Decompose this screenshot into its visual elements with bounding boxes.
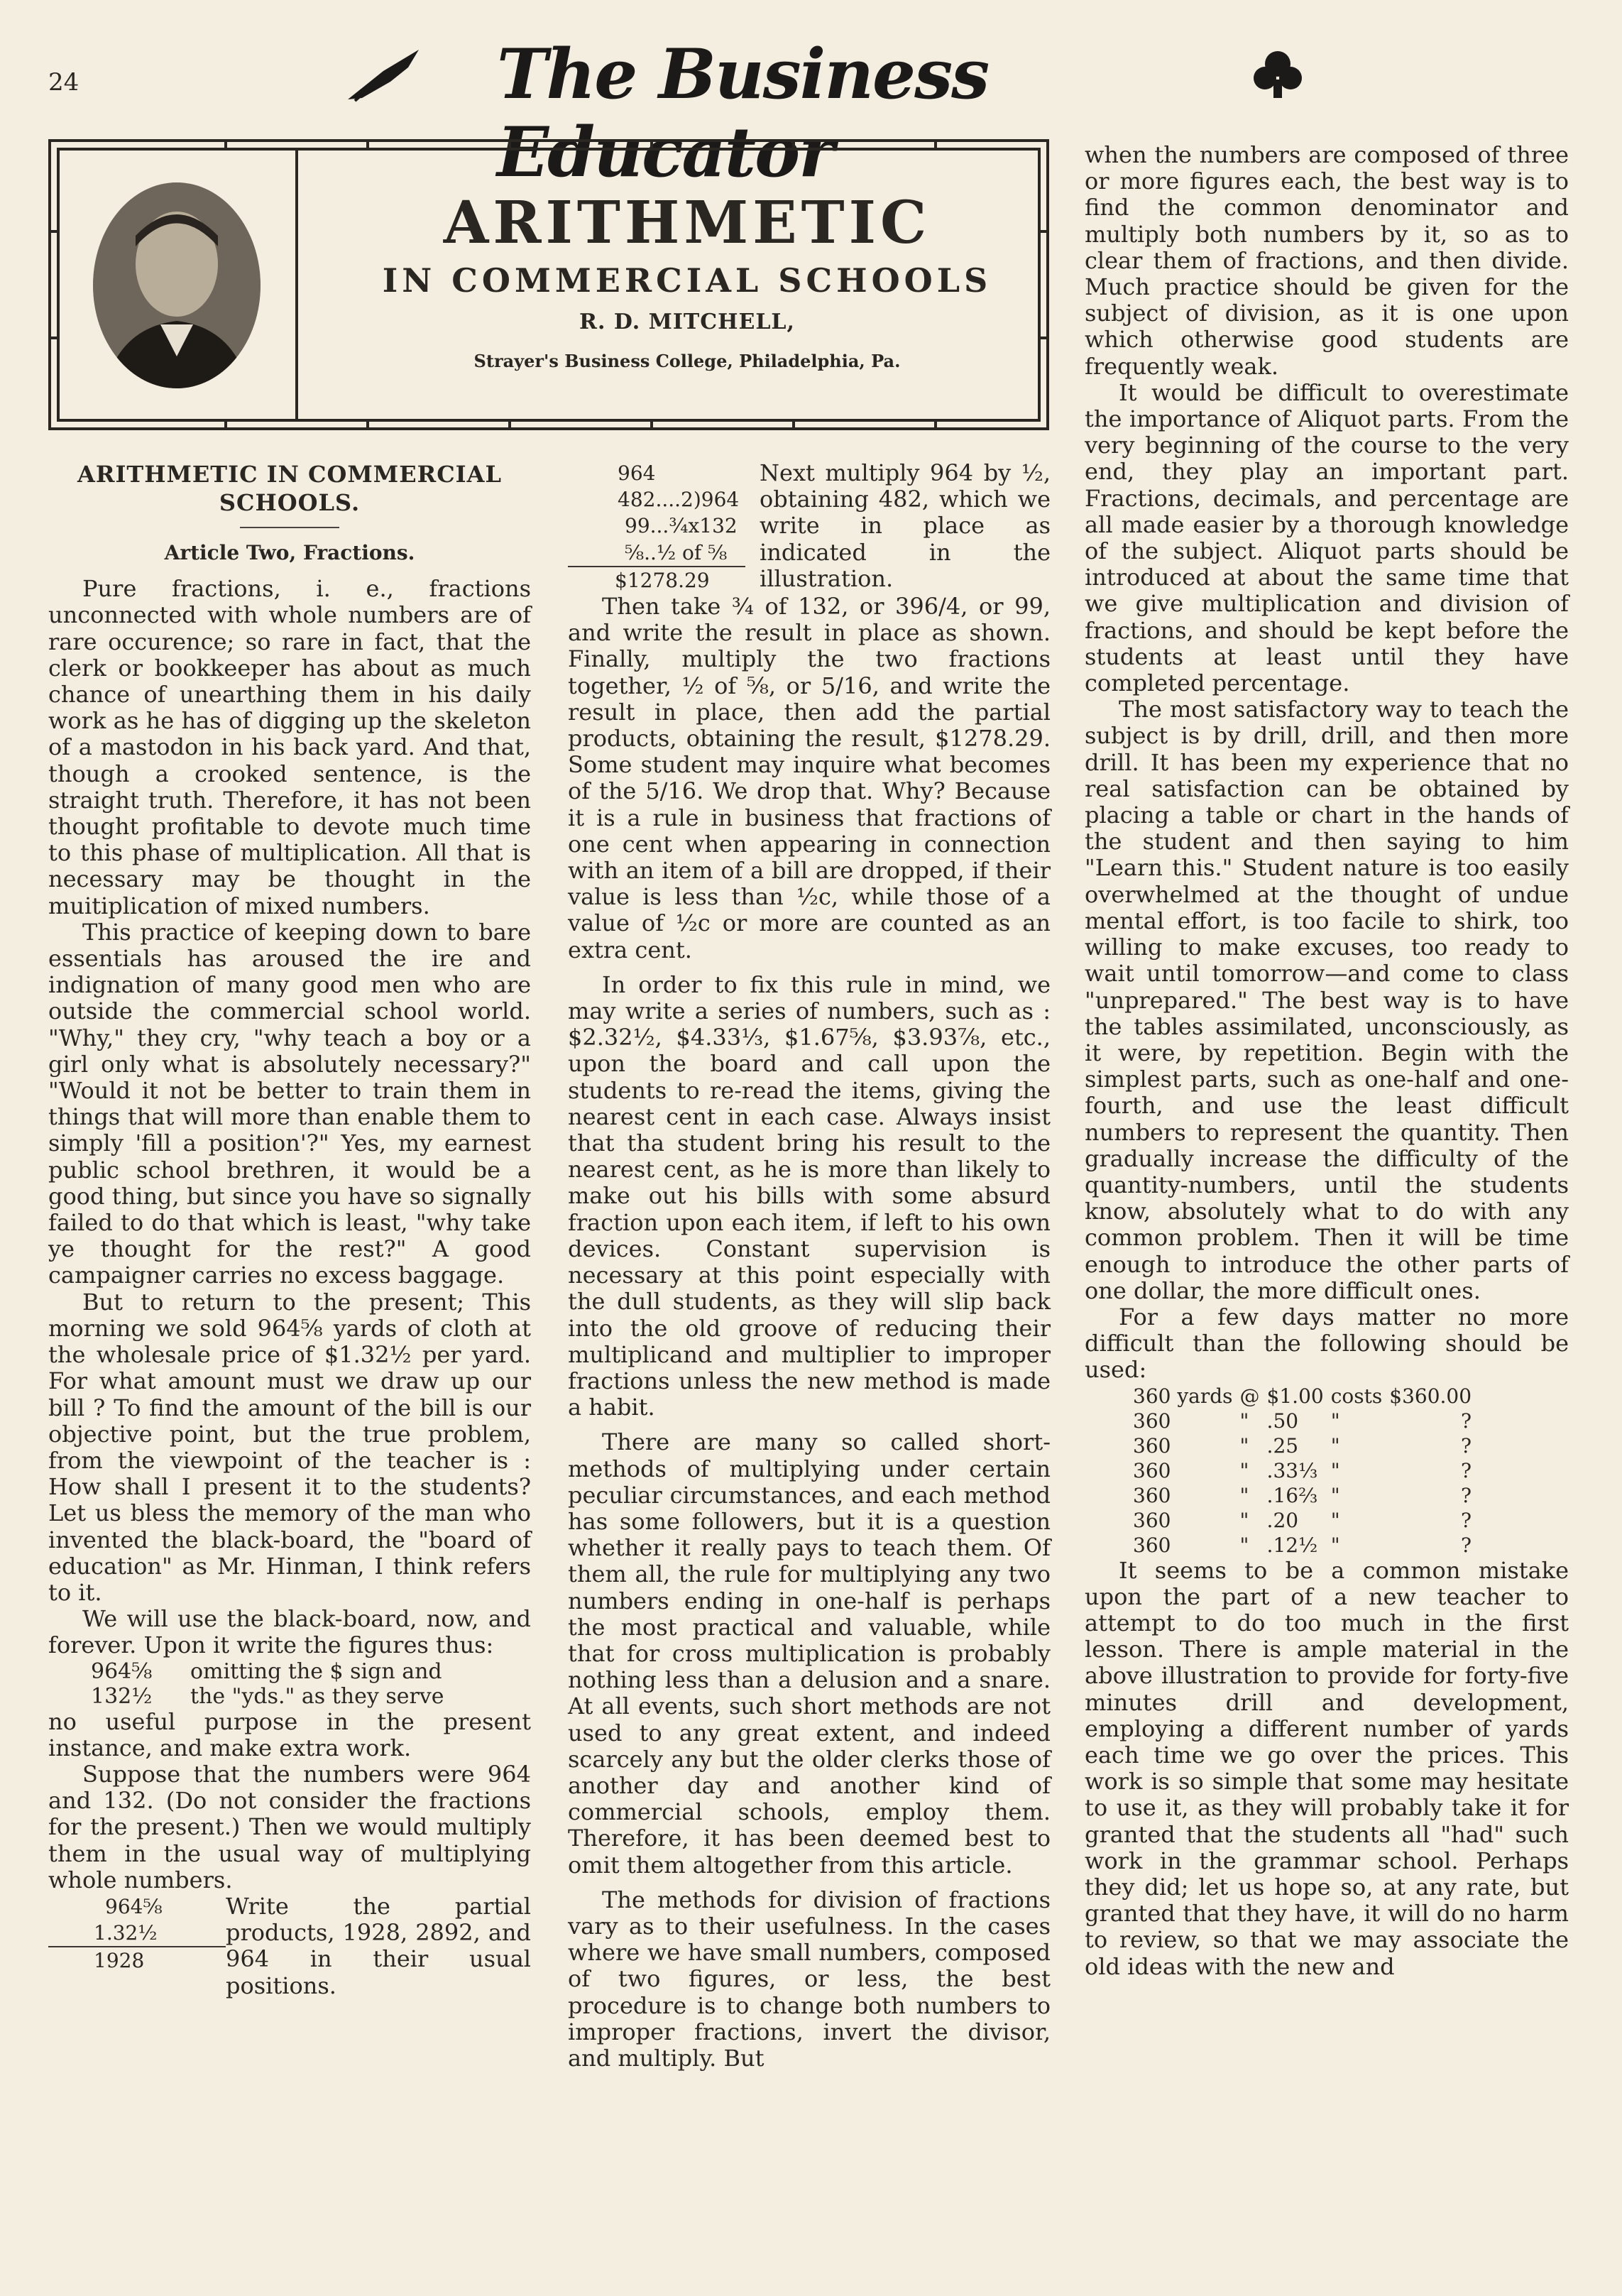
article-author: R. D. MITCHELL, bbox=[579, 310, 795, 334]
price-cell: .12½ bbox=[1266, 1533, 1318, 1557]
calculation-block bbox=[568, 460, 1051, 594]
price-cell: ? bbox=[1461, 1483, 1472, 1507]
calculation-block bbox=[48, 1893, 531, 1999]
author-portrait bbox=[89, 179, 264, 392]
paragraph: For a few days matter no more difficult than the following should be used: bbox=[1085, 1303, 1569, 1384]
figure-number: 964⅝ bbox=[91, 1658, 153, 1684]
price-cell: 360 bbox=[1133, 1533, 1171, 1557]
column-1 bbox=[48, 460, 531, 1999]
article-subheading: Article Two, Fractions. bbox=[164, 541, 415, 564]
price-cell: costs bbox=[1330, 1384, 1383, 1408]
quill-icon bbox=[341, 43, 426, 106]
paragraph: Suppose that the numbers were 964 and 132. (Do not consider the fractions for the present.) Then we would multiply them in the usual way of multiplying whole numbers. bbox=[48, 1760, 531, 1893]
column-3 bbox=[1085, 142, 1569, 1980]
page-number: 24 bbox=[48, 68, 80, 97]
price-cell: " bbox=[1330, 1409, 1340, 1433]
paragraph: Then take ¾ of 132, or 396/4, or 99, and write the result in place as shown. Finally, multiply the two fractions together, ½ of ⅝, or 5/16, and write the result in place, then add the partial products, obtaining the result, $1278.29. Some student may inquire what becomes of the 5/16. We drop that. Why? Because it is a rule in business that fractions of one cent when appearing in connection with an item of a bill are dropped, if their value is less than ½c, while those of a value of ½c or more are counted as an extra cent. bbox=[568, 593, 1051, 963]
price-cell: .16⅔ bbox=[1266, 1483, 1318, 1507]
price-row bbox=[1133, 1384, 1479, 1409]
article-header-box bbox=[48, 139, 1051, 432]
paragraph: Pure fractions, i. e., fractions unconnected with whole numbers are of rare occurence; so rare in fact, that the clerk or bookkeeper has about as much chance of unearthing them in his daily work as he has of digging up the skeleton of a mastodon in his back yard. And that, though a crooked sentence, is the straight truth. Therefore, it has not been thought profitable to devote much time to this phase of multiplication. All that is necessary may be thought in the muitiplication of mixed numbers. bbox=[48, 575, 531, 919]
paragraph: In order to fix this rule in mind, we may write a series of numbers, such as : $2.32½, $4.33⅓, $1.67⅝, $3.93⅞, etc., upon the board and call upon the students to re-read the items, giving the nearest cent in each case. Always insist that tha student bring his result to the nearest cent, as he is more than likely to make out his bills with some absurd fraction upon each item, if left to his own devices. Constant supervision is necessary at this point especially with the dull students, as they will slip back into the old groove of reducing their multiplicand and multiplier to improper fractions unless the new method is made a habit. bbox=[568, 971, 1051, 1421]
price-cell: 360 bbox=[1133, 1483, 1171, 1507]
price-row bbox=[1133, 1409, 1479, 1433]
price-cell: 360 bbox=[1133, 1409, 1171, 1433]
masthead-title: The Business Educator bbox=[497, 34, 989, 192]
article-heading: ARITHMETIC IN COMMERCIAL SCHOOLS. bbox=[77, 461, 502, 516]
price-row bbox=[1133, 1483, 1479, 1508]
price-cell: .33⅓ bbox=[1266, 1458, 1318, 1482]
price-cell: .25 bbox=[1266, 1433, 1299, 1458]
calc-line: 99...¾x132 bbox=[625, 514, 738, 538]
price-cell: " bbox=[1239, 1409, 1249, 1433]
calc-line: $1278.29 bbox=[615, 568, 710, 592]
paragraph: The methods for division of fractions vary as to their usefulness. In the cases where we have small numbers, composed of two figures, or less, the best procedure is to change both numbers to improper fractions, invert the divisor, and multiply. But bbox=[568, 1886, 1051, 2072]
calc-line: 1.32½ bbox=[48, 1920, 226, 1947]
price-cell: @ bbox=[1239, 1384, 1260, 1408]
figure-text: the "yds." as they serve bbox=[190, 1683, 444, 1709]
figure-number: 132½ bbox=[91, 1683, 153, 1709]
paragraph: But to return to the present; This morning we sold 964⅝ yards of cloth at the wholesale price of $1.32½ per yard. For what amount must we draw up our bill ? To find the amount of the bill is our objective point, but the true problem, from the viewpoint of the teacher is : How shall I present it to the students? Let us bless the memory of the man who invented the black-board, the "board of education" as Mr. Hinman, I think refers to it. bbox=[48, 1288, 531, 1606]
calculation-text: Next multiply 964 by ½, obtaining 482, which we write in place as indicated in the illustration. bbox=[760, 459, 1051, 592]
calc-line: 1928 bbox=[94, 1949, 145, 1973]
price-cell: 360 bbox=[1133, 1508, 1171, 1532]
price-cell: " bbox=[1239, 1533, 1249, 1557]
price-cell: " bbox=[1239, 1483, 1249, 1507]
price-row bbox=[1133, 1433, 1479, 1458]
figure-row bbox=[48, 1684, 531, 1709]
paragraph: This practice of keeping down to bare essentials has aroused the ire and indignation of many good men who are outside the commercial school world. "Why," they cry, "why teach a boy or a girl only what is absolutely necessary?" "Would it not be better to train them in things that will more than enable them to simply 'fill a position'?" Yes, my earnest public school brethren, it would be a good thing, but since you have so signally failed to do that which is least, "why take ye thought for the rest?" A good campaigner carries no excess baggage. bbox=[48, 918, 531, 1289]
price-cell: ? bbox=[1461, 1433, 1472, 1458]
paragraph: when the numbers are composed of three or more figures each, the best way is to find the common denominator and multiply both numbers by it, so as to clear them of fractions, and then divide. Much practice should be given for the subject of division, as it is one upon which otherwise good students are frequently weak. bbox=[1085, 141, 1569, 380]
calculation-text: Write the partial products, 1928, 2892, and 964 in their usual positions. bbox=[226, 1892, 531, 1999]
price-cell: .50 bbox=[1266, 1409, 1299, 1433]
price-cell: 360 bbox=[1133, 1458, 1171, 1482]
price-table bbox=[1133, 1384, 1479, 1558]
article-subtitle: IN COMMERCIAL SCHOOLS bbox=[382, 261, 992, 300]
price-row bbox=[1133, 1508, 1479, 1533]
price-cell: $360.00 bbox=[1389, 1384, 1472, 1408]
price-cell: ? bbox=[1461, 1533, 1472, 1557]
price-cell: .20 bbox=[1266, 1508, 1299, 1532]
calculation-figures bbox=[568, 460, 745, 594]
figure-row bbox=[48, 1659, 531, 1684]
price-cell: 360 bbox=[1133, 1433, 1171, 1458]
price-cell: " bbox=[1330, 1433, 1340, 1458]
price-cell: " bbox=[1330, 1508, 1340, 1532]
price-row bbox=[1133, 1458, 1479, 1483]
author-affiliation: Strayer's Business College, Philadelphia, Pa. bbox=[473, 351, 901, 371]
emblem-icon bbox=[1249, 44, 1306, 101]
price-cell: " bbox=[1239, 1433, 1249, 1458]
paragraph: There are many so called short-methods of multiplying under certain peculiar circumstances, and each method has some followers, but it is a question whether it really pays to teach them. Of them all, the rule for multiplying any two numbers ending in one-half is perhaps the most practical and valuable, while that for cross multiplication is probably nothing less than a delusion and a snare. At all events, such short methods are not used to any great extent, and indeed scarcely any but the older clerks those of another day and another kind of commercial schools, employ them. Therefore, it has been deemed best to omit them altogether from this article. bbox=[568, 1428, 1051, 1879]
price-row bbox=[1133, 1533, 1479, 1558]
paragraph: It would be difficult to overestimate the importance of Aliquot parts. From the very beginning of the course to the very end, they play an important part. Fractions, decimals, and percentage are all made easier by a thorough knowledge of the subject. Aliquot parts should be introduced at about the same time that we give multiplication and division of fractions, and should be kept before the students at least until they have completed percentage. bbox=[1085, 378, 1569, 697]
divider bbox=[240, 527, 339, 528]
price-cell: 360 yards bbox=[1133, 1384, 1233, 1408]
calc-line: ⅝..½ of ⅝ bbox=[568, 540, 745, 567]
price-cell: $1.00 bbox=[1266, 1384, 1324, 1408]
paragraph: The most satisfactory way to teach the subject is by drill, drill, and then more drill. It has been my experience that no real satisfaction can be obtained by placing a table or chart in the hands of the student and then saying to him "Learn this." Student nature is too easily overwhelmed at the thought of undue mental effort, is too facile to shirk, too willing to make excuses, too ready to wait until tomorrow—and come to class "unprepared." The best way is to have the tables assimilated, unconsciously, as it were, by repetition. Begin with the simplest parts, such as one-half and one-fourth, and use the least difficult numbers to represent the quantity. Then gradually increase the difficulty of the quantity-numbers, until the students know, absolutely what to do with any common problem. Then it will be time enough to introduce the other parts of one dollar, the more difficult ones. bbox=[1085, 696, 1569, 1304]
price-cell: " bbox=[1330, 1533, 1340, 1557]
figure-text: omitting the $ sign and bbox=[190, 1658, 442, 1684]
calc-line: 482....2)964 bbox=[618, 488, 740, 512]
price-cell: " bbox=[1330, 1483, 1340, 1507]
calc-line: 964 bbox=[618, 461, 656, 485]
paragraph: no useful purpose in the present instance, and make extra work. bbox=[48, 1707, 531, 1761]
price-cell: ? bbox=[1461, 1458, 1472, 1482]
paragraph: It seems to be a common mistake upon the part of a new teacher to attempt to do too much in the first lesson. There is ample material in the above illustration to provide for forty-five minutes drill and development, employing a different number of yards each time we go over the prices. This work is so simple that some may hesitate to use it, as they will probably take it for granted that the students all "had" such work in the grammar school. Perhaps they did; let us hope so, at any rate, but granted that they have, it will do no harm to review, so that we may associate the old ideas with the new and bbox=[1085, 1556, 1569, 1980]
price-cell: " bbox=[1330, 1458, 1340, 1482]
price-cell: ? bbox=[1461, 1508, 1472, 1532]
column-2 bbox=[568, 460, 1051, 2072]
price-cell: " bbox=[1239, 1508, 1249, 1532]
calc-line: 964⅝ bbox=[105, 1894, 163, 1918]
calculation-figures bbox=[48, 1893, 226, 1999]
price-cell: " bbox=[1239, 1458, 1249, 1482]
article-title: ARITHMETIC bbox=[443, 189, 931, 257]
price-cell: ? bbox=[1461, 1409, 1472, 1433]
paragraph: We will use the black-board, now, and forever. Upon it write the figures thus: bbox=[48, 1605, 531, 1659]
